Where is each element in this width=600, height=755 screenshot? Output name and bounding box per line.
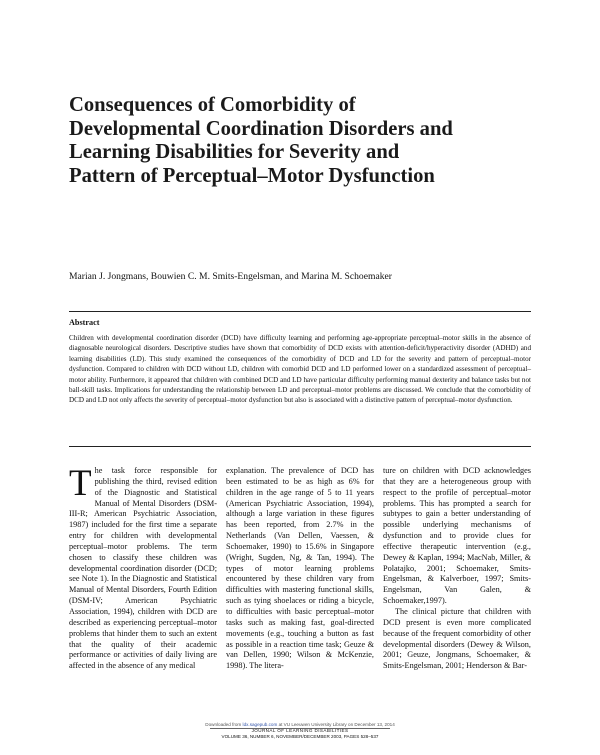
- page-footer: [160, 722, 440, 739]
- download-prefix: Downloaded from: [205, 722, 242, 727]
- body-column-3-paragraph-1: ture on children with DCD acknowledges that they are a heterogeneous group with respect to the profile of perceptual–motor problems. This has prompted a search for subtypes to gain a better understanding of possible underlying mechanisms of dysfunction and to provide clues for effective therapeutic intervention (e.g., Dewey & Kaplan, 1994; MacNab, Miller, & Polatajko, 2001; Schoemaker, Smits-Engelsman, & Kalverboer, 1997; Smits-Engelsman, Van Galen, & Schoemaker,1997).: [383, 466, 531, 606]
- body-column-3: [383, 466, 531, 672]
- body-column-2: explanation. The prevalence of DCD has been estimated to be as high as 6% for children in the age range of 5 to 11 years (American Psychiatric Association, 1994), although a large variation in these figures has been reported, from 2.7% in the Netherlands (Van Dellen, Vaessen, & Schoemaker, 1990) to 15.6% in Singapore (Wright, Sugden, Ng, & Tan, 1994). The types of motor learning problems encountered by these children vary from difficulties with mastering functional skills, such as tying shoelaces or riding a bicycle, to difficulties with basic perceptual–motor tasks such as making fast, goal-directed movements (e.g., touching a button as fast as possible in a reaction time task; Geuze & van Dellen, 1990; Wilson & McKenzie, 1998). The litera-: [226, 466, 374, 671]
- abstract-bottom-rule: [69, 446, 531, 447]
- body-column-3-paragraph-2: The clinical picture that children with DCD present is even more complicated because of the frequent comorbidity of other developmental disorders (Dewey & Wilson, 2001; Geuze, Jongmans, Schoemaker, & Smits-Engelsman, 2001; Henderson & Bar-: [383, 606, 531, 671]
- download-link[interactable]: ldx.sagepub.com: [242, 722, 278, 727]
- abstract-heading: Abstract: [69, 318, 100, 327]
- abstract-top-rule: [69, 311, 531, 312]
- author-list: Marian J. Jongmans, Bouwien C. M. Smits-Engelsman, and Marina M. Schoemaker: [69, 271, 392, 282]
- body-column-1-text: he task force responsible for publishing the third, revised edition of the Diagnostic and Statistical Manual of Mental Disorders (DSM-III-R; American Psychiatric Association, 1987) included for the first time a separate entry for children with developmental perceptual–motor problems. The term chosen to classify these children was developmental coordination disorder (DCD; see Note 1). In the Diagnostic and Statistical Manual of Mental Disorders, Fourth Edition (DSM-IV; American Psychiatric Association, 1994), children with DCD are described as experiencing perceptual–motor problems that hinder them to such an extent that the quality of their academic performance or activities of daily living are affected in the absence of any medical: [69, 466, 217, 671]
- volume-info: VOLUME 36, NUMBER 6, NOVEMBER/DECEMBER 2003, PAGES 528–537: [221, 733, 379, 739]
- footer-rule: [210, 728, 390, 729]
- drop-cap: T: [69, 463, 92, 504]
- body-column-1: [69, 463, 217, 672]
- abstract-text: Children with developmental coordination disorder (DCD) have difficulty learning and performing age-appropriate perceptual–motor skills in the absence of diagnosable neurological disorders. Descriptive studies have shown that comorbidity of DCD exists with attention-deficit/hyperactivity disorder (ADHD) and learning disabilities (LD). This study examined the consequences of the comorbidity of DCD and LD for the severity and pattern of perceptual–motor dysfunction. Compared to children with DCD without LD, children with comorbid DCD and LD performed lower on a standardized assessment of perceptual–motor ability. Furthermore, it appeared that children with combined DCD and LD have particular difficulty performing manual dexterity and balance tasks but not ball-skill tasks. Implications for understanding the relationship between LD and perceptual–motor problems are discussed. We conclude that the comorbidity of DCD and LD not only affects the severity of perceptual–motor dysfunction but also is associated with a distinctive pattern of perceptual–motor dysfunction.: [69, 334, 531, 405]
- article-title: Consequences of Comorbidity of Developmental Coordination Disorders and Learning Disabilities for Severity and Pattern of Perceptual–Motor Dysfunction: [69, 94, 453, 187]
- download-suffix: at VU Leeuwen University Library on December 13, 2014: [278, 722, 395, 727]
- journal-name: JOURNAL OF LEARNING DISABILITIES: [251, 727, 349, 733]
